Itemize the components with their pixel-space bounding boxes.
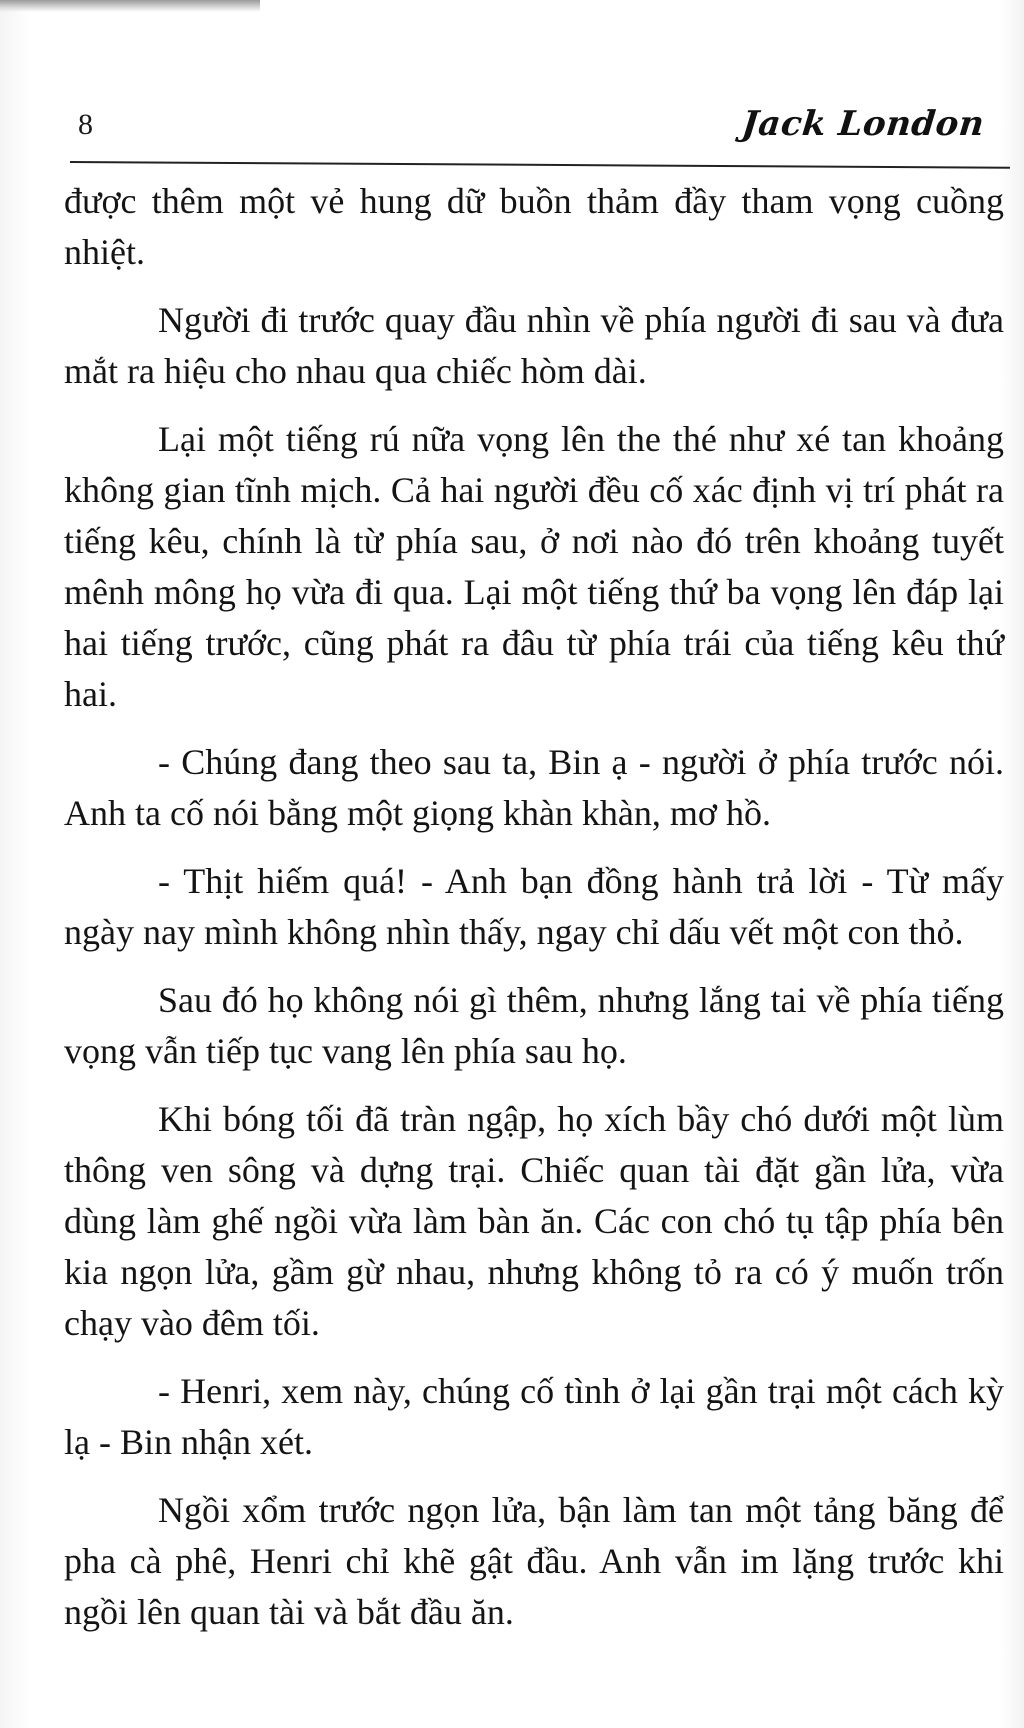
scan-edge-shadow (0, 0, 260, 12)
dialogue-paragraph: - Thịt hiếm quá! - Anh bạn đồng hành trả lời - Từ mấy ngày nay mình không nhìn thấy, ngay chỉ dấu vết một con thỏ. (64, 861, 1004, 952)
dialogue-paragraph: - Henri, xem này, chúng cố tình ở lại gần trại một cách kỳ lạ - Bin nhận xét. (64, 1371, 1004, 1462)
paragraph: Lại một tiếng rú nữa vọng lên the thé như xé tan khoảng không gian tĩnh mịch. Cả hai người đều cố xác định vị trí phát ra tiếng kêu, chính là từ phía sau, ở nơi nào đó trên khoảng tuyết mênh mông họ vừa đi qua. Lại một tiếng thứ ba vọng lên đáp lại hai tiếng trước, cũng phát ra đâu từ phía trái của tiếng kêu thứ hai. (64, 419, 1004, 714)
header-rule (70, 161, 1010, 169)
paragraph: Ngồi xổm trước ngọn lửa, bận làm tan một tảng băng để pha cà phê, Henri chỉ khẽ gật đầu. Anh vẫn im lặng trước khi ngồi lên quan tài và bắt đầu ăn. (64, 1490, 1004, 1632)
paragraph: Sau đó họ không nói gì thêm, nhưng lắng tai về phía tiếng vọng vẫn tiếp tục vang lên phía sau họ. (64, 980, 1004, 1071)
page-number: 8 (78, 108, 93, 141)
dialogue-paragraph: - Chúng đang theo sau ta, Bin ạ - người ở phía trước nói. Anh ta cố nói bằng một giọng khàn khàn, mơ hồ. (64, 742, 1004, 833)
body-text (64, 176, 1004, 1655)
paragraph-continuation: được thêm một vẻ hung dữ buồn thảm đầy tham vọng cuồng nhiệt. (64, 181, 1004, 272)
paragraph: Người đi trước quay đầu nhìn về phía người đi sau và đưa mắt ra hiệu cho nhau qua chiếc hòm dài. (64, 300, 1004, 391)
paragraph: Khi bóng tối đã tràn ngập, họ xích bầy chó dưới một lùm thông ven sông và dựng trại. Chiếc quan tài đặt gần lửa, vừa dùng làm ghế ngồi vừa làm bàn ăn. Các con chó tụ tập phía bên kia ngọn lửa, gầm gừ nhau, nhưng không tỏ ra có ý muốn trốn chạy vào đêm tối. (64, 1099, 1004, 1343)
running-head-author: Jack London (739, 104, 987, 144)
